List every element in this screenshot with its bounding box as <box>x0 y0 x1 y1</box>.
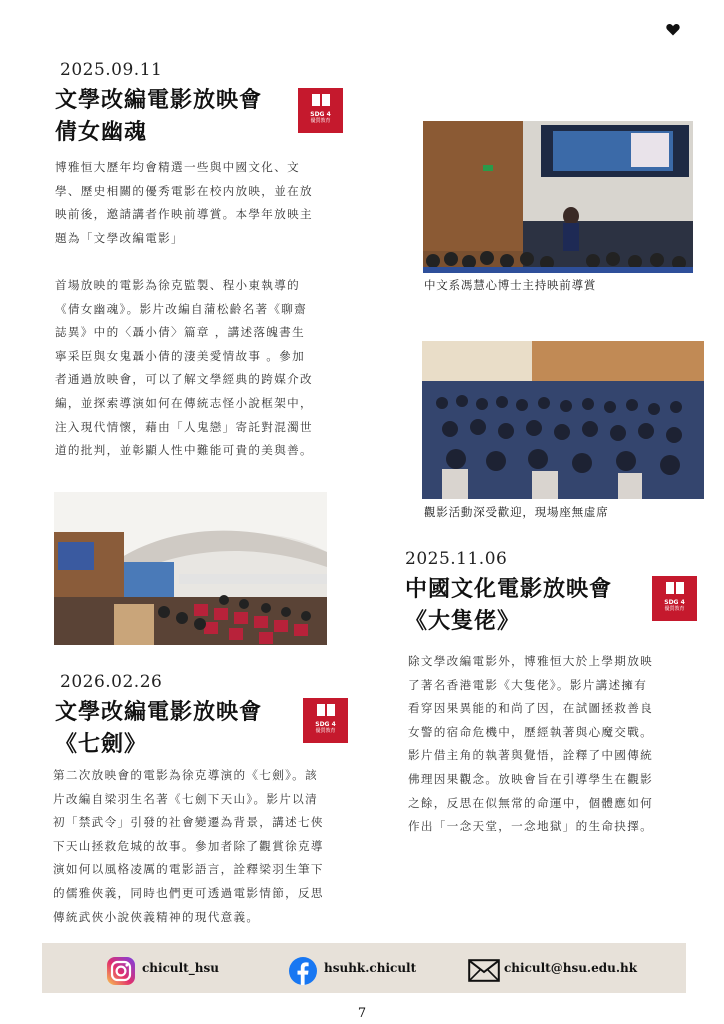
text-line: 編，並探索導演如何在傳統志怪小說框架中， <box>55 395 313 410</box>
photo-caption: 觀影活動深受歡迎，現場座無虛席 <box>424 505 609 519</box>
email-address[interactable]: chicult@hsu.edu.hk <box>504 961 638 975</box>
text-line: 道的批判，並彰顯人性中難能可貴的美與善。 <box>55 443 313 458</box>
facebook-handle[interactable]: hsuhk.chicult <box>324 961 417 975</box>
title-line: 文學改編電影放映會 <box>55 87 263 113</box>
text-line: 下天山拯救危城的故事。參加者除了觀賞徐克導 <box>53 838 324 853</box>
email-icon[interactable] <box>468 959 500 982</box>
book-icon <box>312 94 330 107</box>
title-line: 《七劍》 <box>55 731 148 757</box>
sdg4-badge <box>298 88 343 133</box>
title-line: 文學改編電影放映會 <box>55 699 263 725</box>
article-paragraph <box>53 764 383 929</box>
facebook-icon[interactable] <box>288 956 318 986</box>
text-line: 初「禁武令」引發的社會變遷為背景，講述七俠 <box>53 815 324 830</box>
text-line: 博雅恒大歷年均會精選一些與中國文化、文 <box>55 160 300 174</box>
text-line: 傳統武俠小說俠義精神的現代意義。 <box>53 909 260 924</box>
article-date: 2026.02.26 <box>60 672 163 692</box>
text-line: 片改編自梁羽生名著《七劍下天山》。影片以清 <box>53 791 318 806</box>
sdg-label: SDG 4 <box>664 599 685 606</box>
sdg-label: SDG 4 <box>315 721 336 728</box>
text-line: 影片借主角的執著與覺悟，詮釋了中國傳統 <box>408 748 653 763</box>
text-line: 第二次放映會的電影為徐克導演的《七劍》。該 <box>53 768 318 782</box>
article-title <box>55 696 262 760</box>
text-line: 題為「文學改編電影」 <box>55 230 184 245</box>
text-line: 作出「一念天堂，一念地獄」的生命抉擇。 <box>408 819 653 834</box>
text-line: 《倩女幽魂》。影片改編自蒲松齡名著《聊齋 <box>55 301 308 316</box>
photo-lecture-theatre <box>54 492 327 645</box>
sdg4-badge <box>303 698 348 743</box>
sdg4-badge <box>652 576 697 621</box>
photo-speaker-intro <box>423 121 693 273</box>
text-line: 學、歷史相關的優秀電影在校内放映，並在放 <box>55 183 313 198</box>
article-title <box>405 573 612 637</box>
text-line: 除文學改編電影外，博雅恒大於上學期放映 <box>408 654 653 668</box>
contact-footer <box>42 943 686 993</box>
article-paragraph <box>408 650 708 839</box>
book-icon <box>317 704 335 717</box>
sdg-label: SDG 4 <box>310 111 331 118</box>
instagram-handle[interactable]: chicult_hsu <box>142 961 219 975</box>
article-paragraph <box>55 156 355 250</box>
article-date: 2025.11.06 <box>405 549 508 569</box>
text-line: 演如何以風格凌厲的電影語言，詮釋梁羽生筆下 <box>53 862 324 877</box>
text-line: 了著名香港電影《大隻佬》。影片講述擁有 <box>408 677 648 692</box>
text-line: 映前後，邀請講者作映前導賞。本學年放映主 <box>55 207 313 222</box>
title-line: 中國文化電影放映會 <box>405 576 613 602</box>
instagram-icon[interactable] <box>106 956 136 986</box>
article-title <box>55 84 262 148</box>
title-line: 《大隻佬》 <box>405 608 521 634</box>
page-number: 7 <box>357 1006 367 1021</box>
text-line: 者通過放映會，可以了解文學經典的跨媒介改 <box>55 372 313 387</box>
text-line: 佛理因果觀念。放映會旨在引導學生在觀影 <box>408 771 653 786</box>
article-paragraph <box>55 274 355 463</box>
text-line: 女警的宿命危機中，歷經執著與心魔交戰。 <box>408 724 653 739</box>
book-icon <box>666 582 684 595</box>
text-line: 看穿因果異能的和尚了因，在試圖拯救善良 <box>408 701 653 716</box>
text-line: 之餘，反思在似無常的命運中，個體應如何 <box>408 795 653 810</box>
text-line: 的儒雅俠義，同時也們更可透過電影情節，反思 <box>53 885 324 900</box>
sdg-sublabel: 優質教育 <box>310 118 331 124</box>
text-line: 寧采臣與女鬼聶小倩的淒美愛情故事 。參加 <box>55 348 305 363</box>
sdg-sublabel: 優質教育 <box>315 728 336 734</box>
text-line: 誌異》中的〈聶小倩〉篇章 ，講述落魄書生 <box>55 325 305 340</box>
text-line: 首場放映的電影為徐克監製、程小東執導的 <box>55 278 300 292</box>
photo-audience <box>422 341 704 499</box>
text-line: 注入現代情懷，藉由「人鬼戀」寄託對混濁世 <box>55 419 313 434</box>
photo-caption: 中文系馮慧心博士主持映前導賞 <box>424 278 597 292</box>
title-line: 倩女幽魂 <box>55 119 148 145</box>
heart-icon <box>666 23 680 36</box>
sdg-sublabel: 優質教育 <box>664 606 685 612</box>
article-date: 2025.09.11 <box>60 60 163 80</box>
